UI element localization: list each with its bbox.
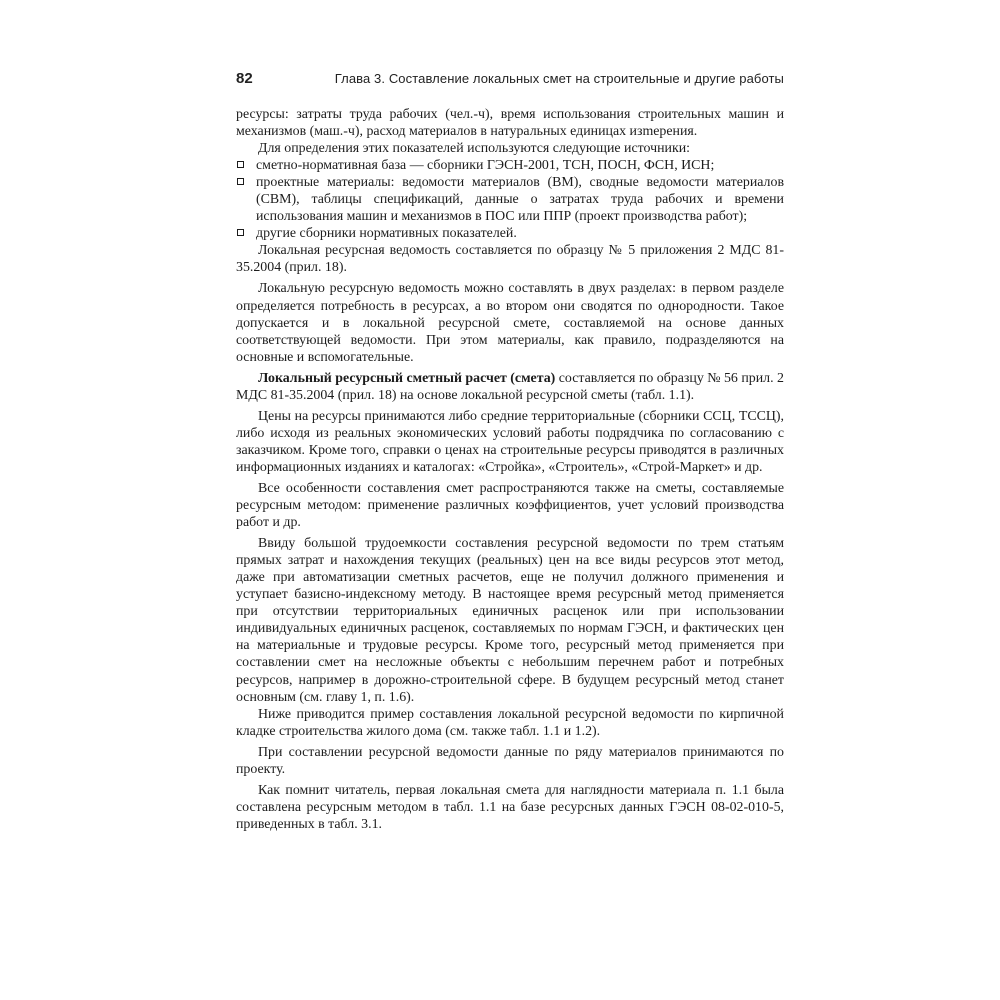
paragraph: Цены на ресурсы принимаются либо средние территориальные (сборники ССЦ, ТССЦ), либо исходя из реальных экономических условий работы подрядчика по согласованию с заказчиком. Кроме того, справки о ценах на строительные ресурсы приводятся в различных информационных изданиях и каталогах: «Стройка», «Строитель», «Строй-Маркет» и др.	[236, 408, 784, 475]
page-number: 82	[236, 70, 253, 87]
paragraph: Ниже приводится пример составления локальной ресурсной ведомости по кирпичной кладке строительства жилого дома (см. также табл. 1.1 и 1.2).	[236, 706, 784, 739]
checkbox-square-icon	[237, 161, 244, 168]
checkbox-square-icon	[237, 229, 244, 236]
list-item	[236, 174, 784, 225]
list-item	[236, 225, 784, 242]
source-list	[236, 157, 784, 242]
paragraph: Для определения этих показателей используются следующие источники:	[258, 141, 690, 157]
paragraph: Все особенности составления смет распространяются также на сметы, составляемые ресурсным методом: применение различных коэффициентов, учет условий производства работ и др.	[236, 480, 784, 531]
paragraph: При составлении ресурсной ведомости данные по ряду материалов принимаются по проекту.	[236, 744, 784, 777]
list-item-text: проектные материалы: ведомости материалов (ВМ), сводные ведомости материалов (СВМ), таблицы спецификаций, данные о затратах труда рабочих и времени использования машин и механизмов в ПОС или ППР (проект производства работ);	[256, 175, 784, 225]
running-title: Глава 3. Составление локальных смет на строительные и другие работы	[334, 71, 784, 86]
paragraph: ресурсы: затраты труда рабочих (чел.-ч), время использования строительных машин и механизмов (маш.-ч), расход материалов в натуральных единицах изmерения.	[236, 107, 784, 140]
bold-term: Локальный ресурсный сметный расчет (смета)	[258, 370, 556, 386]
paragraph: Локальная ресурсная ведомость составляется по образцу № 5 приложения 2 МДС 81-35.2004 (прил. 18).	[236, 243, 784, 276]
page-header	[236, 70, 796, 92]
list-item	[236, 157, 784, 174]
paragraph: Как помнит читатель, первая локальная смета для наглядности материала п. 1.1 была составлена ресурсным методом в табл. 1.1 на базе ресурсных данных ГЭСН 08-02-010-5, приведенных в табл. 3.1.	[236, 782, 784, 832]
checkbox-square-icon	[237, 178, 244, 185]
list-item-text: другие сборники нормативных показателей.	[256, 226, 517, 242]
page-body	[236, 106, 784, 833]
paragraph: Локальную ресурсную ведомость можно составлять в двух разделах: в первом разделе определяется потребность в ресурсах, а во втором они сводятся по однородности. Такое допускается и в локальной ресурсной смете, составляемой на основе данных соответствующей ведомости. При этом материалы, как правило, подразделяются на основные и вспомогательные.	[236, 281, 784, 365]
paragraph	[236, 370, 784, 404]
paragraph: Ввиду большой трудоемкости составления ресурсной ведомости по трем статьям прямых затрат и нахождения текущих (реальных) цен на все виды ресурсов этот метод, даже при автоматизации сметных расчетов, еще не получил должного применения и уступает базисно-индексному методу. В настоящее время ресурсный метод применяется при отсутствии территориальных единичных расценок или при использовании индивидуальных единичных расценок, составляемых по нормам ГЭСН, и фактических цен на материальные и трудовые ресурсы. Кроме того, ресурсный метод применяется при составлении смет на несложные объекты с небольшим перечнем работ и потребных ресурсов, например в дорожно-строительной сфере. В будущем ресурсный метод станет основным (см. главу 1, п. 1.6).	[236, 536, 784, 705]
paragraph-rest: составляется по образцу № 56 прил. 2 МДС 81-35.2004 (прил. 18) на основе локальной ресурсной сметы (табл. 1.1).	[236, 370, 784, 403]
list-item-text: сметно-нормативная база — сборники ГЭСН-2001, ТСН, ПОСН, ФСН, ИСН;	[256, 158, 715, 174]
